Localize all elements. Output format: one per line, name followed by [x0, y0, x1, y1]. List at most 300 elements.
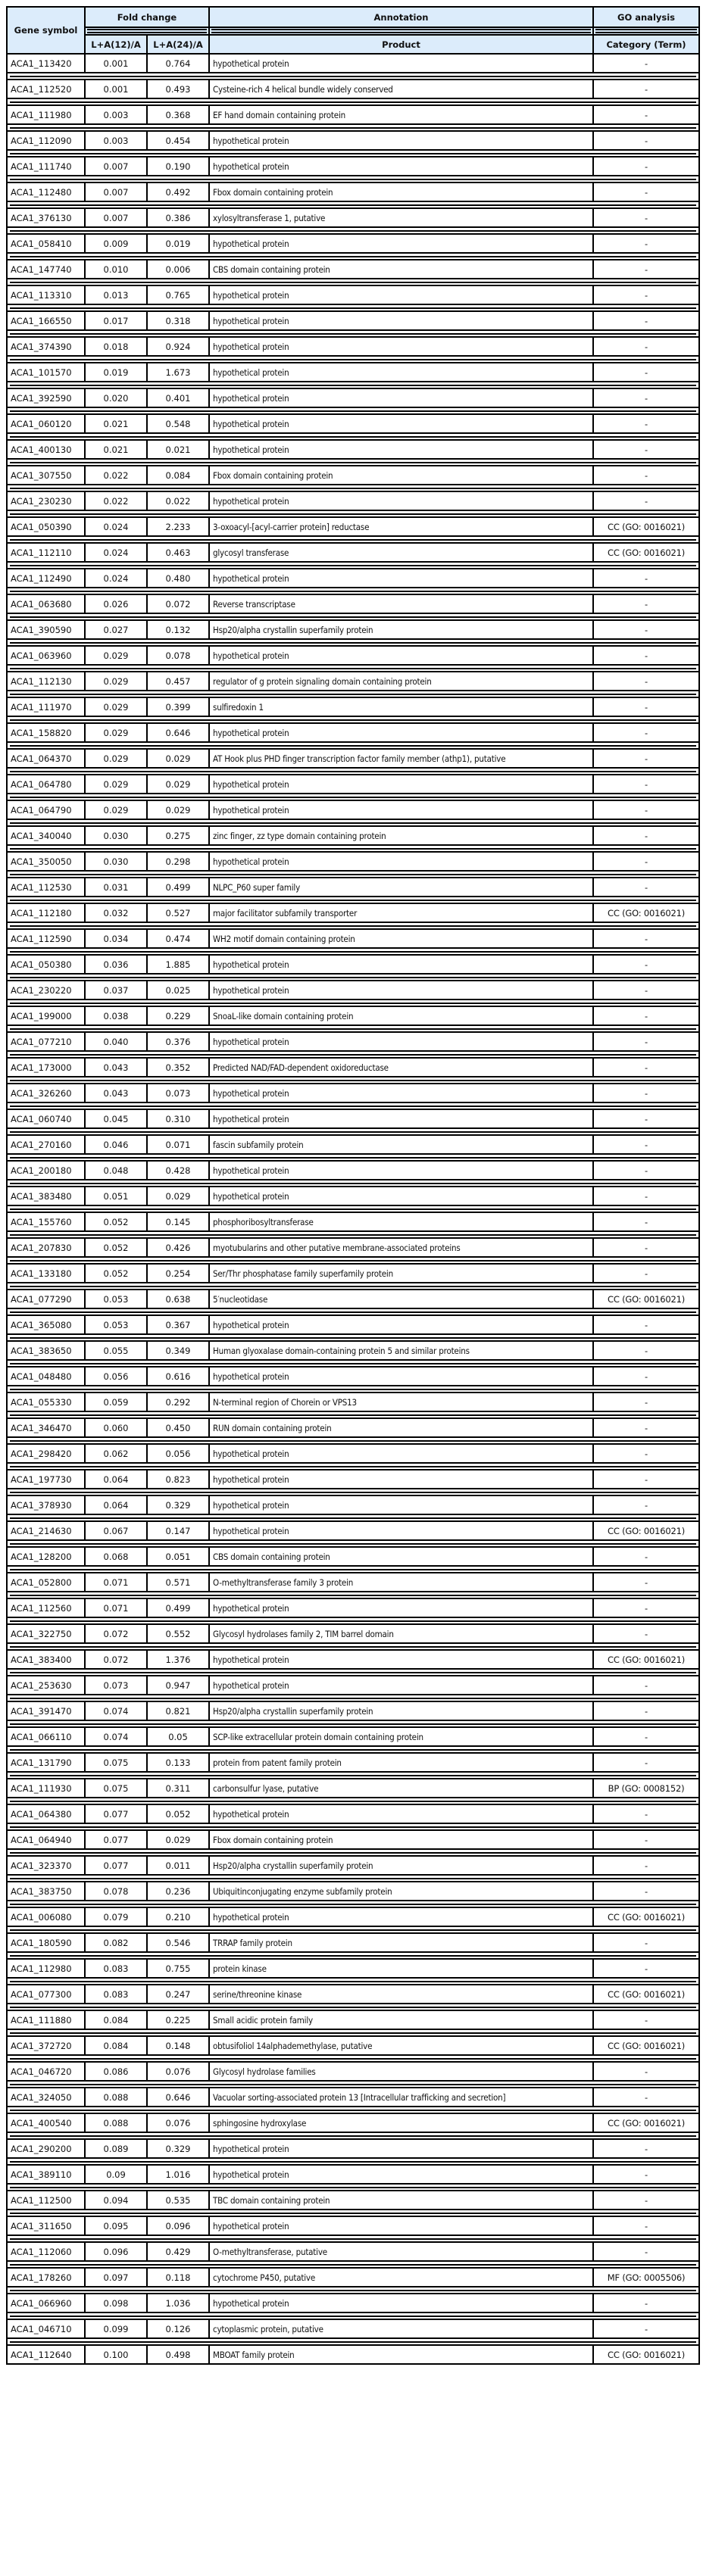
fold-change-12-cell: 0.074 [85, 1701, 147, 1720]
row-divider [7, 1772, 699, 1779]
fold-change-12-cell: 0.021 [85, 414, 147, 433]
go-category-cell: CC (GO: 0016021) [593, 1650, 699, 1669]
table-row [7, 1290, 699, 1308]
gene-symbol-cell: ACA1_155760 [7, 1212, 85, 1231]
fold-change-24-cell: 1.036 [147, 2294, 209, 2312]
row-divider [7, 1566, 699, 1573]
fold-change-24-cell: 0.071 [147, 1135, 209, 1154]
fold-change-12-cell: 0.020 [85, 388, 147, 407]
fold-change-24-cell: 0.463 [147, 543, 209, 562]
table-row [7, 594, 699, 613]
row-separator [7, 433, 699, 440]
double-rule [10, 1878, 696, 1880]
row-separator [7, 1051, 699, 1058]
double-rule [10, 2238, 696, 2241]
row-separator [7, 922, 699, 929]
go-category-cell: - [593, 800, 699, 819]
row-divider [7, 485, 699, 491]
go-category-cell: - [593, 337, 699, 356]
table-row [7, 2345, 699, 2364]
product-cell: hypothetical protein [209, 388, 593, 407]
fold-change-24-cell: 0.292 [147, 1392, 209, 1411]
double-rule [10, 1337, 696, 1339]
fold-change-12-cell: 0.030 [85, 852, 147, 871]
row-separator [7, 1128, 699, 1135]
row-divider [7, 2261, 699, 2268]
double-rule [10, 900, 696, 902]
double-rule [10, 797, 696, 799]
row-divider [7, 124, 699, 131]
row-divider [7, 382, 699, 388]
fold-change-12-cell: 0.029 [85, 800, 147, 819]
fold-change-24-cell: 2.233 [147, 517, 209, 536]
go-category-cell: - [593, 749, 699, 768]
row-divider [7, 1360, 699, 1367]
double-rule [10, 179, 696, 181]
header-separator [7, 27, 699, 35]
double-rule [10, 2110, 696, 2112]
fold-change-24-cell: 0.454 [147, 131, 209, 150]
fold-change-12-cell: 0.100 [85, 2345, 147, 2364]
fold-change-24-cell: 0.076 [147, 2062, 209, 2081]
fold-change-12-cell: 0.048 [85, 1161, 147, 1180]
double-rule [10, 771, 696, 773]
table-row [7, 1058, 699, 1077]
gene-symbol-cell: ACA1_391470 [7, 1701, 85, 1720]
product-cell: EF hand domain containing protein [209, 105, 593, 124]
double-rule [10, 101, 696, 104]
fold-change-12-cell: 0.059 [85, 1392, 147, 1411]
gene-symbol-cell: ACA1_128200 [7, 1547, 85, 1566]
gene-symbol-cell: ACA1_392590 [7, 388, 85, 407]
go-category-cell: - [593, 981, 699, 1000]
double-rule [10, 642, 696, 644]
row-divider [7, 845, 699, 852]
table-row [7, 1212, 699, 1231]
fold-change-12-cell: 0.029 [85, 672, 147, 691]
row-separator [7, 253, 699, 260]
fold-change-24-cell: 0.493 [147, 80, 209, 98]
fold-change-24-cell: 0.646 [147, 2088, 209, 2107]
row-separator [7, 201, 699, 208]
gene-symbol-cell: ACA1_112180 [7, 903, 85, 922]
fold-change-24-cell: 0.025 [147, 981, 209, 1000]
product-cell: Small acidic protein family [209, 2010, 593, 2029]
product-cell: hypothetical protein [209, 955, 593, 974]
fold-change-12-cell: 0.060 [85, 1418, 147, 1437]
fold-change-12-cell: 0.082 [85, 1933, 147, 1952]
fold-change-12-cell: 0.072 [85, 1650, 147, 1669]
double-rule [10, 1028, 696, 1031]
table-row [7, 1830, 699, 1849]
header-row-groups [7, 7, 699, 27]
gene-symbol-cell: ACA1_383750 [7, 1882, 85, 1901]
go-category-cell: - [593, 208, 699, 227]
go-category-cell: - [593, 1109, 699, 1128]
fold-change-12-cell: 0.072 [85, 1624, 147, 1643]
row-divider [7, 98, 699, 105]
fold-change-24-cell: 0.05 [147, 1727, 209, 1746]
double-rule [10, 1234, 696, 1237]
product-cell: RUN domain containing protein [209, 1418, 593, 1437]
fold-change-24-cell: 0.006 [147, 260, 209, 279]
row-separator [7, 691, 699, 697]
fold-change-12-cell: 0.071 [85, 1598, 147, 1617]
go-category-cell: - [593, 105, 699, 124]
gene-symbol-cell: ACA1_374390 [7, 337, 85, 356]
fold-change-24-cell: 0.190 [147, 157, 209, 176]
go-category-cell: - [593, 2139, 699, 2158]
fold-change-12-cell: 0.077 [85, 1804, 147, 1823]
go-category-cell: - [593, 1367, 699, 1386]
fold-change-12-cell: 0.029 [85, 697, 147, 716]
fold-change-12-cell: 0.007 [85, 182, 147, 201]
go-category-cell: - [593, 2319, 699, 2338]
fold-change-24-cell: 0.646 [147, 723, 209, 742]
fold-change-12-cell: 0.037 [85, 981, 147, 1000]
fold-change-12-cell: 0.036 [85, 955, 147, 974]
gene-symbol-cell: ACA1_111930 [7, 1779, 85, 1798]
fold-change-12-cell: 0.071 [85, 1573, 147, 1592]
double-rule [10, 1698, 696, 1700]
gene-symbol-cell: ACA1_346470 [7, 1418, 85, 1437]
double-rule [10, 539, 696, 541]
go-category-cell: - [593, 440, 699, 459]
row-divider [7, 2338, 699, 2345]
product-cell: hypothetical protein [209, 131, 593, 150]
gene-table-container [6, 6, 698, 2365]
gene-symbol-cell: ACA1_253630 [7, 1676, 85, 1695]
double-rule [10, 333, 696, 335]
table-row [7, 1341, 699, 1360]
row-divider [7, 1489, 699, 1495]
fold-change-12-cell: 0.079 [85, 1907, 147, 1926]
table-row [7, 1135, 699, 1154]
product-cell: hypothetical protein [209, 440, 593, 459]
table-row [7, 878, 699, 897]
fold-change-12-cell: 0.032 [85, 903, 147, 922]
go-category-cell: - [593, 2010, 699, 2029]
fold-change-24-cell: 1.016 [147, 2165, 209, 2184]
table-row [7, 1264, 699, 1283]
header-product: Product [209, 35, 593, 54]
row-separator [7, 2081, 699, 2088]
table-row [7, 800, 699, 819]
double-rule [10, 2316, 696, 2318]
row-divider [7, 1746, 699, 1753]
table-row [7, 1187, 699, 1205]
double-rule [10, 385, 696, 387]
product-cell: myotubularins and other putative membrane-associated proteins [209, 1238, 593, 1257]
row-divider [7, 1798, 699, 1804]
row-separator [7, 1205, 699, 1212]
fold-change-12-cell: 0.026 [85, 594, 147, 613]
row-separator [7, 819, 699, 826]
fold-change-24-cell: 0.096 [147, 2216, 209, 2235]
double-rule [10, 2264, 696, 2266]
row-divider [7, 1849, 699, 1856]
fold-change-12-cell: 0.098 [85, 2294, 147, 2312]
table-body [7, 54, 699, 2364]
fold-change-12-cell: 0.075 [85, 1779, 147, 1798]
row-divider [7, 510, 699, 517]
go-category-cell: - [593, 2242, 699, 2261]
go-category-cell: - [593, 2165, 699, 2184]
row-separator [7, 1772, 699, 1779]
product-cell: cytoplasmic protein, putative [209, 2319, 593, 2338]
table-row [7, 260, 699, 279]
table-header [7, 7, 699, 54]
go-category-cell: - [593, 1392, 699, 1411]
fold-change-12-cell: 0.074 [85, 1727, 147, 1746]
product-cell: hypothetical protein [209, 363, 593, 382]
product-cell: hypothetical protein [209, 775, 593, 794]
fold-change-12-cell: 0.088 [85, 2088, 147, 2107]
go-category-cell: - [593, 1161, 699, 1180]
product-cell: Fbox domain containing protein [209, 466, 593, 485]
gene-symbol-cell: ACA1_230220 [7, 981, 85, 1000]
fold-change-12-cell: 0.089 [85, 2139, 147, 2158]
double-rule [10, 1672, 696, 1674]
row-divider [7, 2132, 699, 2139]
table-row [7, 182, 699, 201]
gene-symbol-cell: ACA1_323370 [7, 1856, 85, 1875]
row-separator [7, 124, 699, 131]
row-divider [7, 1051, 699, 1058]
table-row [7, 543, 699, 562]
table-row [7, 414, 699, 433]
gene-symbol-cell: ACA1_180590 [7, 1933, 85, 1952]
go-category-cell: CC (GO: 0016021) [593, 1907, 699, 1926]
row-divider [7, 974, 699, 981]
table-row [7, 697, 699, 716]
table-row [7, 1959, 699, 1978]
go-category-cell: - [593, 1495, 699, 1514]
gene-fold-change-table [6, 6, 700, 2365]
double-rule [10, 694, 696, 696]
gene-symbol-cell: ACA1_307550 [7, 466, 85, 485]
row-separator [7, 304, 699, 311]
product-cell: Hsp20/alpha crystallin superfamily protein [209, 1856, 593, 1875]
table-row [7, 1933, 699, 1952]
product-cell: hypothetical protein [209, 1650, 593, 1669]
double-rule [10, 1054, 696, 1056]
table-row [7, 929, 699, 948]
row-separator [7, 1823, 699, 1830]
fold-change-12-cell: 0.099 [85, 2319, 147, 2338]
fold-change-24-cell: 0.051 [147, 1547, 209, 1566]
header-annotation: Annotation [209, 7, 593, 27]
row-divider [7, 1283, 699, 1290]
fold-change-12-cell: 0.029 [85, 749, 147, 768]
fold-change-24-cell: 0.755 [147, 1959, 209, 1978]
fold-change-12-cell: 0.073 [85, 1676, 147, 1695]
table-row [7, 775, 699, 794]
fold-change-24-cell: 0.311 [147, 1779, 209, 1798]
double-rule [10, 2084, 696, 2086]
table-row [7, 2010, 699, 2029]
product-cell: TRRAP family protein [209, 1933, 593, 1952]
fold-change-12-cell: 0.034 [85, 929, 147, 948]
fold-change-12-cell: 0.062 [85, 1444, 147, 1463]
row-separator [7, 1077, 699, 1084]
fold-change-24-cell: 1.376 [147, 1650, 209, 1669]
fold-change-12-cell: 0.051 [85, 1187, 147, 1205]
product-cell: sulfiredoxin 1 [209, 697, 593, 716]
fold-change-24-cell: 0.236 [147, 1882, 209, 1901]
fold-change-24-cell: 0.029 [147, 800, 209, 819]
go-category-cell: - [593, 646, 699, 665]
table-row [7, 2319, 699, 2338]
double-rule [10, 874, 696, 876]
gene-symbol-cell: ACA1_322750 [7, 1624, 85, 1643]
header-divider [209, 27, 593, 35]
fold-change-12-cell: 0.003 [85, 105, 147, 124]
row-separator [7, 150, 699, 157]
gene-symbol-cell: ACA1_077210 [7, 1032, 85, 1051]
fold-change-24-cell: 0.225 [147, 2010, 209, 2029]
row-separator [7, 897, 699, 903]
table-row [7, 1701, 699, 1720]
product-cell: hypothetical protein [209, 1907, 593, 1926]
table-row [7, 1547, 699, 1566]
row-divider [7, 691, 699, 697]
gene-symbol-cell: ACA1_158820 [7, 723, 85, 742]
row-divider [7, 665, 699, 672]
go-category-cell: - [593, 260, 699, 279]
double-rule [10, 745, 696, 747]
row-separator [7, 742, 699, 749]
table-row [7, 1573, 699, 1592]
product-cell: xylosyltransferase 1, putative [209, 208, 593, 227]
go-category-cell: - [593, 1676, 699, 1695]
row-divider [7, 819, 699, 826]
gene-symbol-cell: ACA1_052800 [7, 1573, 85, 1592]
table-row [7, 1392, 699, 1411]
table-row [7, 1367, 699, 1386]
double-rule [10, 1595, 696, 1597]
row-separator [7, 2210, 699, 2216]
row-divider [7, 716, 699, 723]
double-rule [10, 1106, 696, 1108]
fold-change-24-cell: 0.029 [147, 775, 209, 794]
fold-change-24-cell: 0.535 [147, 2191, 209, 2210]
row-separator [7, 871, 699, 878]
gene-symbol-cell: ACA1_112110 [7, 543, 85, 562]
row-divider [7, 1437, 699, 1444]
double-rule [10, 616, 696, 619]
product-cell: serine/threonine kinase [209, 1985, 593, 2004]
row-divider [7, 1000, 699, 1006]
row-divider [7, 1386, 699, 1392]
table-row [7, 1676, 699, 1695]
row-separator [7, 407, 699, 414]
fold-change-12-cell: 0.055 [85, 1341, 147, 1360]
table-row [7, 569, 699, 588]
go-category-cell: - [593, 826, 699, 845]
fold-change-24-cell: 0.499 [147, 878, 209, 897]
product-cell: MBOAT family protein [209, 2345, 593, 2364]
table-row [7, 620, 699, 639]
product-cell: cytochrome P450, putative [209, 2268, 593, 2287]
table-row [7, 388, 699, 407]
table-row [7, 826, 699, 845]
gene-symbol-cell: ACA1_112520 [7, 80, 85, 98]
fold-change-24-cell: 0.210 [147, 1907, 209, 1926]
row-separator [7, 1283, 699, 1290]
go-category-cell: - [593, 1624, 699, 1643]
go-category-cell: - [593, 2088, 699, 2107]
product-cell: hypothetical protein [209, 646, 593, 665]
product-cell: Vacuolar sorting-associated protein 13 [Intracellular trafficking and secretion] [209, 2088, 593, 2107]
table-row [7, 2139, 699, 2158]
row-divider [7, 1695, 699, 1701]
row-divider [7, 1180, 699, 1187]
table-row [7, 2113, 699, 2132]
double-rule [10, 1183, 696, 1185]
row-divider [7, 356, 699, 363]
gene-symbol-cell: ACA1_112560 [7, 1598, 85, 1617]
fold-change-24-cell: 0.352 [147, 1058, 209, 1077]
fold-change-24-cell: 0.076 [147, 2113, 209, 2132]
product-cell: O-methyltransferase family 3 protein [209, 1573, 593, 1592]
gene-symbol-cell: ACA1_112090 [7, 131, 85, 150]
gene-symbol-cell: ACA1_066110 [7, 1727, 85, 1746]
fold-change-24-cell: 0.616 [147, 1367, 209, 1386]
table-row [7, 234, 699, 253]
product-cell: AT Hook plus PHD finger transcription factor family member (athp1), putative [209, 749, 593, 768]
table-row [7, 1032, 699, 1051]
double-rule [10, 1466, 696, 1468]
fold-change-12-cell: 0.029 [85, 775, 147, 794]
row-separator [7, 227, 699, 234]
fold-change-24-cell: 0.078 [147, 646, 209, 665]
table-row [7, 2242, 699, 2261]
fold-change-12-cell: 0.046 [85, 1135, 147, 1154]
go-category-cell: - [593, 80, 699, 98]
go-category-cell: - [593, 1315, 699, 1334]
double-rule [10, 2341, 696, 2344]
double-rule [10, 513, 696, 516]
row-divider [7, 2312, 699, 2319]
row-separator [7, 639, 699, 646]
row-separator [7, 1849, 699, 1856]
row-separator [7, 1411, 699, 1418]
double-rule [10, 848, 696, 850]
row-separator [7, 356, 699, 363]
go-category-cell: - [593, 697, 699, 716]
table-row [7, 646, 699, 665]
fold-change-24-cell: 0.492 [147, 182, 209, 201]
double-rule [10, 1157, 696, 1159]
product-cell: hypothetical protein [209, 852, 593, 871]
go-category-cell: - [593, 723, 699, 742]
double-rule [10, 1852, 696, 1854]
go-category-cell: BP (GO: 0008152) [593, 1779, 699, 1798]
fold-change-24-cell: 0.498 [147, 2345, 209, 2364]
row-separator [7, 1798, 699, 1804]
row-divider [7, 2158, 699, 2165]
double-rule [10, 565, 696, 567]
table-row [7, 157, 699, 176]
row-divider [7, 1334, 699, 1341]
product-cell: hypothetical protein [209, 1109, 593, 1128]
double-rule [10, 1801, 696, 1803]
row-separator [7, 2184, 699, 2191]
table-row [7, 54, 699, 73]
gene-symbol-cell: ACA1_064370 [7, 749, 85, 768]
double-rule [10, 410, 696, 413]
